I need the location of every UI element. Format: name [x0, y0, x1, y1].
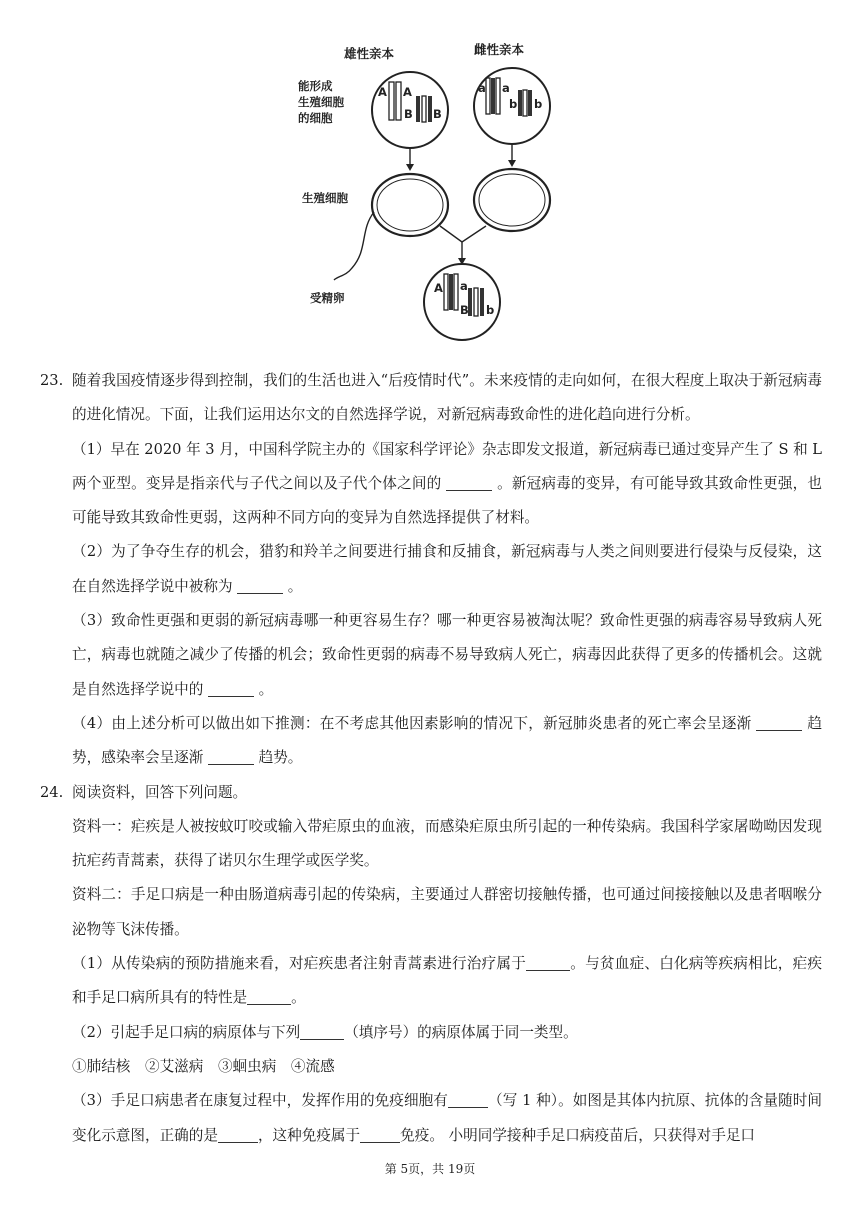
sub-question-1 [72, 433, 822, 536]
zygote-cell [424, 264, 500, 340]
gene-b-left: b [509, 97, 518, 111]
egg-cell [474, 169, 550, 231]
question-content [40, 364, 822, 1153]
sub-question-4 [72, 707, 822, 776]
male-parent-label: 雄性亲本 [344, 46, 395, 61]
answer-blank[interactable] [756, 715, 802, 731]
text: 。 [283, 577, 303, 595]
answer-blank[interactable] [208, 680, 254, 696]
gamete-label: 生殖细胞 [302, 191, 348, 205]
answer-blank[interactable] [237, 577, 283, 593]
answer-blank[interactable] [300, 1023, 344, 1039]
text: （1）从传染病的预防措施来看，对疟疾患者注射青蒿素进行治疗属于 [72, 955, 527, 973]
gene-A-left: A [378, 85, 387, 99]
text: ，这种免疫属于 [257, 1126, 361, 1144]
text: 趋势，感染率会呈逐渐 [72, 714, 822, 767]
answer-blank[interactable] [247, 989, 291, 1005]
sub-question-3 [72, 1084, 822, 1153]
gene-B-left: B [404, 107, 413, 121]
germ-cell-label-2: 生殖细胞 [298, 95, 344, 109]
question-number: 23. [40, 372, 64, 389]
question-intro: 随着我国疫情逐步得到控制，我们的生活也进入“后疫情时代”。未来疫情的走向如何，在很大程度上取决于新冠病毒的进化情况。下面，让我们运用达尔文的自然选择学说，对新冠病毒致命性的进化趋向进行分析。 [72, 372, 822, 424]
sub-question-1 [72, 947, 822, 1016]
text: （3）手足口病患者在康复过程中，发挥作用的免疫细胞有 [72, 1092, 448, 1110]
question-number: 24. [40, 783, 64, 801]
sub-question-2 [72, 535, 822, 604]
text: （4）由上述分析可以做出如下推测：在不考虑其他因素影响的情况下，新冠肺炎患者的死亡率会呈逐渐 [72, 714, 757, 732]
gene-a-left: a [478, 81, 486, 95]
zygote-gene-b: b [486, 303, 495, 317]
meiosis-diagram [290, 30, 560, 348]
zygote-label: 受精卵 [310, 291, 345, 305]
text: （2）引起手足口病的病原体与下列 [72, 1023, 301, 1041]
germ-cell-label-1: 能形成 [298, 79, 333, 93]
text: 免疫。 小明同学接种手足口病疫苗后，只获得对手足口 [400, 1126, 756, 1144]
material-1: 资料一：疟疾是人被按蚊叮咬或输入带疟原虫的血液，而感染疟原虫所引起的一种传染病。我国科学家屠呦呦因发现抗疟药青蒿素，获得了诺贝尔生理学或医学奖。 [72, 817, 822, 870]
text: （3）致命性更强和更弱的新冠病毒哪一种更容易生存？哪一种更容易被淘汰呢？致命性更强的病毒容易导致病人死亡，病毒也就随之减少了传播的机会；致命性更弱的病毒不易导致病人死亡，病毒因此获得了更多的传播机会。这就是自然选择学说中的 [72, 612, 822, 698]
text: 趋势。 [253, 749, 303, 767]
answer-blank[interactable] [218, 1126, 258, 1142]
female-parent-label: 雌性亲本 [474, 42, 525, 57]
question-23 [40, 364, 822, 776]
female-parent-cell [474, 68, 550, 144]
sub-question-3 [72, 604, 822, 707]
male-parent-cell [372, 72, 448, 148]
text: （2）为了争夺生存的机会，猎豹和羚羊之间要进行捕食和反捕食，新冠病毒与人类之间则要进行侵染与反侵染，这在自然选择学说中被称为 [72, 543, 822, 595]
sub-question-2 [72, 1016, 822, 1050]
page-footer: 第 5页，共 19页 [384, 1162, 476, 1176]
options-list: ①肺结核 ②艾滋病 ③蛔虫病 ④流感 [72, 1057, 335, 1075]
germ-cell-label-3: 的细胞 [298, 111, 333, 125]
text: 。与贫血症、白化病等疾病相比，疟疾和手足口病所具有的特性是 [72, 955, 822, 1007]
question-intro: 阅读资料，回答下列问题。 [72, 783, 248, 801]
text: （1）早在 2020 年 3 月，中国科学院主办的《国家科学评论》杂志即发文报道，新冠病毒已通过变异产生了 S 和 L 两个亚型。变异是指亲代与子代之间以及子代个体之间的 [72, 440, 823, 492]
zygote-gene-B: B [460, 303, 469, 317]
genetics-figure [290, 30, 560, 348]
answer-blank[interactable] [448, 1092, 488, 1108]
gene-a-right: a [502, 81, 510, 95]
gene-A-right: A [403, 85, 412, 99]
text: 。 [291, 989, 306, 1007]
question-24 [40, 776, 822, 1153]
answer-blank[interactable] [208, 749, 254, 765]
gene-B-right: B [433, 107, 442, 121]
gene-b-right: b [534, 97, 543, 111]
answer-blank[interactable] [360, 1126, 400, 1142]
material-2: 资料二：手足口病是一种由肠道病毒引起的传染病，主要通过人群密切接触传播，也可通过间接接触以及患者咽喉分泌物等飞沫传播。 [72, 886, 822, 938]
answer-blank[interactable] [446, 475, 492, 491]
text: 。 [253, 680, 274, 698]
sperm-cell [334, 174, 448, 280]
answer-blank[interactable] [526, 955, 570, 971]
zygote-gene-a: a [460, 279, 468, 293]
zygote-gene-A: A [434, 281, 443, 295]
text: （写 1 种）。如图是其体内抗原、抗体的含量随时间变化示意图，正确的是 [72, 1092, 822, 1144]
text: 。新冠病毒的变异，有可能导致其致命性更强，也可能导致其致命性更弱，这两种不同方向的变异为自然选择提供了材料。 [72, 474, 822, 527]
text: （填序号）的病原体属于同一类型。 [344, 1023, 578, 1041]
